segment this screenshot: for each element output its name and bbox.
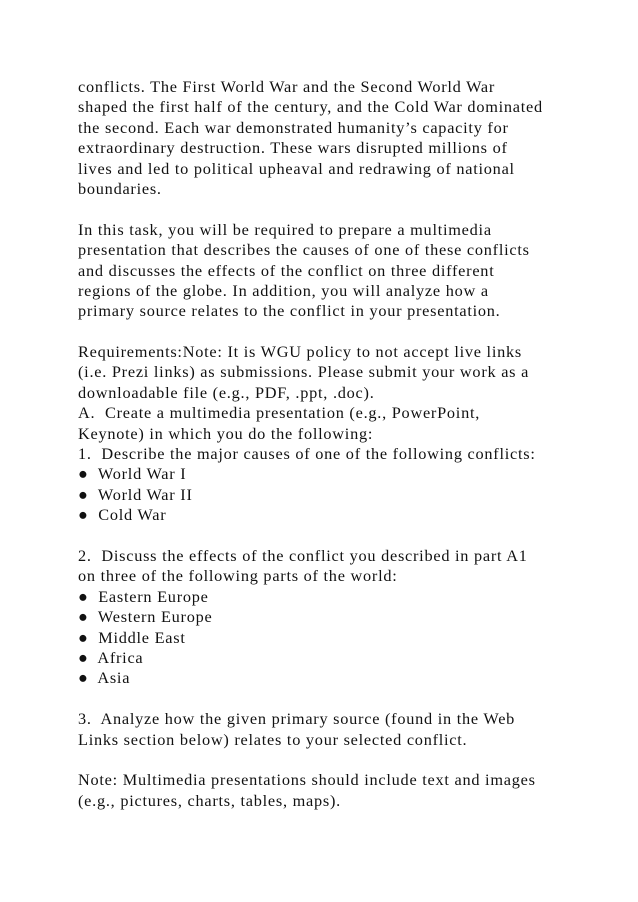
text-line: ● Middle East	[78, 627, 186, 647]
text-line: A. Create a multimedia presentation (e.g., PowerPoint,	[78, 403, 481, 423]
text-line: (i.e. Prezi links) as submissions. Please submit your work as a	[78, 362, 530, 382]
text-line: (e.g., pictures, charts, tables, maps).	[78, 790, 341, 810]
text-line: ● World War I	[78, 464, 187, 484]
text-line: In this task, you will be required to prepare a multimedia	[78, 219, 492, 239]
text-line: ● Africa	[78, 647, 144, 667]
text-line: 1. Describe the major causes of one of the following conflicts:	[78, 444, 536, 464]
text-line: lives and led to political upheaval and redrawing of national	[78, 158, 515, 178]
text-line: ● World War II	[78, 484, 193, 504]
text-line: 2. Discuss the effects of the conflict you described in part A1	[78, 545, 528, 565]
text-line: Requirements:Note: It is WGU policy to not accept live links	[78, 342, 522, 362]
blank-line	[78, 322, 623, 342]
text-line: ● Eastern Europe	[78, 586, 209, 606]
text-line: Keynote) in which you do the following:	[78, 423, 374, 443]
document-body	[78, 77, 623, 811]
text-line: ● Cold War	[78, 505, 167, 525]
text-line: presentation that describes the causes of one of these conflicts	[78, 240, 530, 260]
text-line: ● Western Europe	[78, 607, 213, 627]
text-line: conflicts. The First World War and the Second World War	[78, 77, 496, 96]
text-line: regions of the globe. In addition, you will analyze how a	[78, 280, 489, 300]
text-line: boundaries.	[78, 178, 162, 198]
text-line: and discusses the effects of the conflict on three different	[78, 260, 495, 280]
blank-line	[78, 689, 623, 709]
text-line: ● Asia	[78, 668, 131, 688]
text-line: 3. Analyze how the given primary source (found in the Web	[78, 709, 516, 729]
text-line: shaped the first half of the century, and the Cold War dominated	[78, 97, 543, 117]
text-line: downloadable file (e.g., PDF, .ppt, .doc).	[78, 382, 375, 402]
text-line: Links section below) relates to your selected conflict.	[78, 729, 468, 749]
text-line: primary source relates to the conflict in your presentation.	[78, 301, 501, 321]
blank-line	[78, 526, 623, 546]
text-line: on three of the following parts of the world:	[78, 566, 398, 586]
text-line: Note: Multimedia presentations should include text and images	[78, 770, 536, 790]
text-line: extraordinary destruction. These wars disrupted millions of	[78, 138, 508, 158]
blank-line	[78, 750, 623, 770]
blank-line	[78, 199, 623, 219]
text-line: the second. Each war demonstrated humanity’s capacity for	[78, 117, 509, 137]
